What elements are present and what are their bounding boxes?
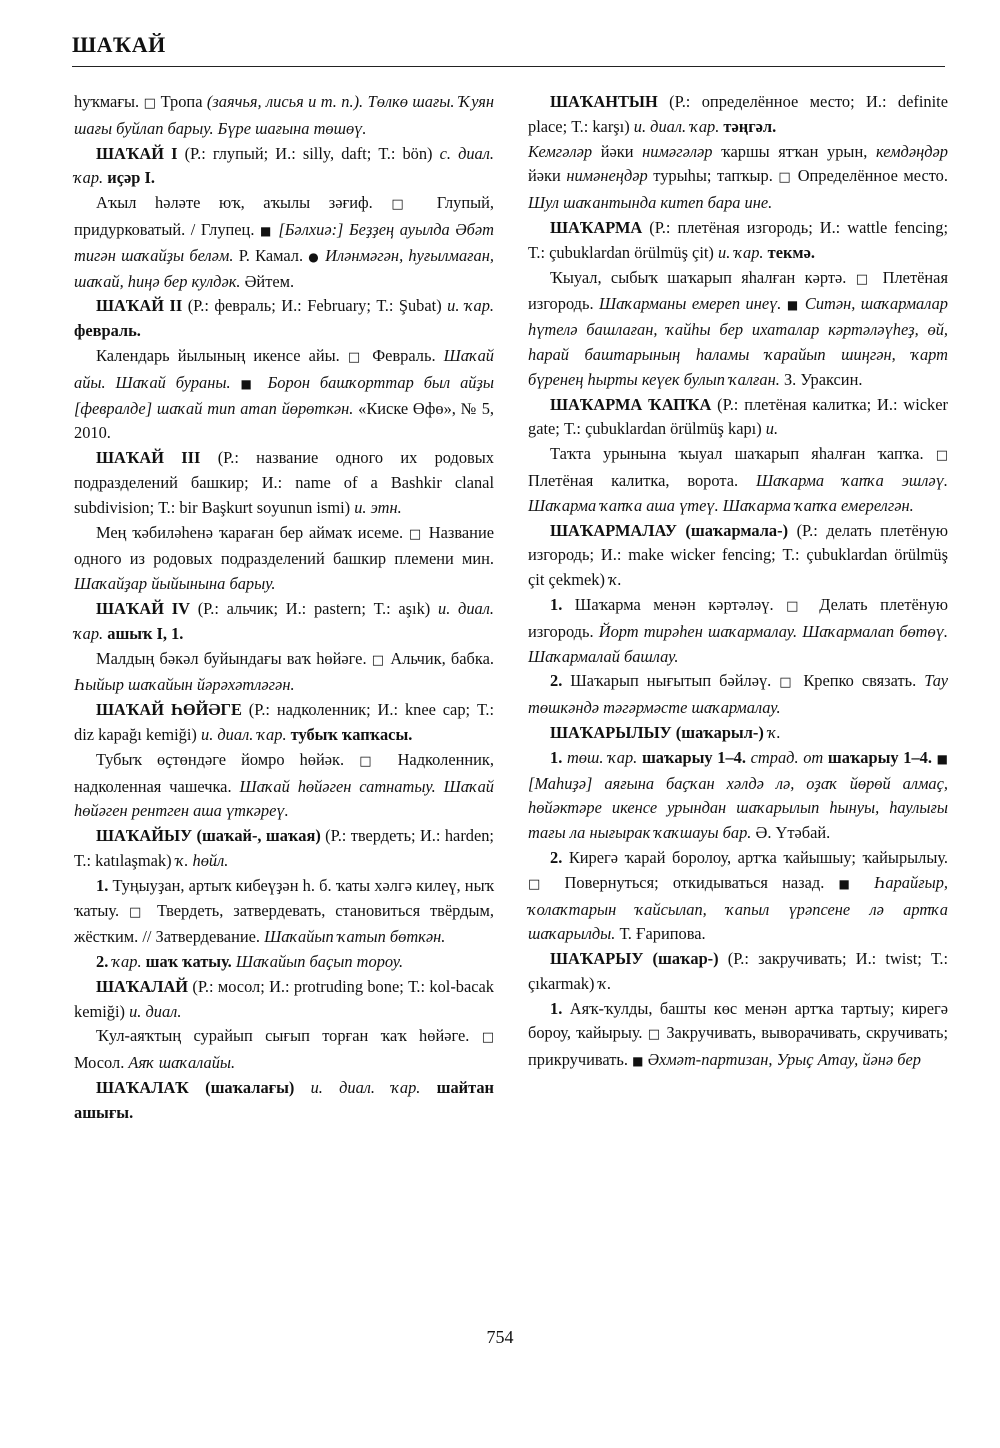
entry-paragraph: Кемгәләр йәки нимәгәләр ҡаршы ятҡан урын, кемдәңдәр йәки нимәнеңдәр турыһы; тапҡыр. □ Определённое место. Шул шаҡантында китеп бара ине. [528,141,948,213]
entry-paragraph: Аҡыл hәләте юҡ, аҡылы зәғиф. □ Глупый, придурковатый. / Глупец. ■ [Бәлхиә:] Беҙҙең ауылда Әбәт тигән шаҡайҙы беләм. Р. Камал. ● Иләнмәгән, һуғылмаған, шаҡай, һиңә бер кулдәк. Әйтем. [74,193,495,291]
entry-paragraph: Мең ҡәбиләһенә ҡараған бер аймаҡ исеме. □ Название одного из родовых подразделений башкир племени мин. Шаҡайҙар йыйынына барыу. [74,522,494,594]
dictionary-entry: ШАҠАНТЫН (Р.: определённое место; И.: definite place; Т.: karşı) и. диал. ҡар. тәңгәл. [528,92,948,136]
dictionary-entry: ШАҠАЙ III (Р.: название одного их родовых подразделений башкир; И.: name of a Bashkir clanal subdivision; Т.: bir Başkurt soyunun ismi) и. этн. [74,448,494,517]
right-column [528,90,948,1074]
running-head: ШАҠАЙ [72,32,166,57]
dictionary-entry: ШАҠАЙ IV (Р.: альчик; И.: pastern; Т.: aşık) и. диал. ҡар. ашыҡ I, 1. [74,598,494,643]
dictionary-entry: ШАҠАЛАҠ (шаҡалағы) и. диал. ҡар. шайтан ашығы. [74,1078,494,1122]
dictionary-entry: ШАҠАЙ II (Р.: февраль; И.: February; Т.: Şubat) и. ҡар. февраль. [74,296,495,341]
left-column [74,90,494,1126]
header-rule [72,66,945,67]
entry-paragraph: 2. Кирегә ҡарай боролоу, артҡа ҡайышыу; ҡайырылыу. □ Повернуться; откидываться назад. ■ Һарайғыр, ҡолаҡтарын ҡайсылап, ҡапыл үрәпсене лә артҡа шаҡарылды. Т. Ғарипова. [528,847,948,944]
dictionary-entry: ШАҠАРМАЛАУ (шаҡармала-) (Р.: делать плетёную изгородь; И.: make wicker fencing; Т.: çubuklardan örülmüş çit çekmek) ҡ. [528,520,948,590]
dictionary-entry: ШАҠАРЫЛЫУ (шаҡарыл-) ҡ. [550,722,781,742]
entry-paragraph: Тубыҡ өҫтөндәге йомро һөйәк. □ Надколенник, надколенная чашечка. Шаҡай һөйәген сатнатыу. Шаҡай һөйәген рентген аша үткәреү. [74,749,494,821]
dictionary-entry: ШАҠАЙЫУ (шаҡай-, шаҡая) (Р.: твердеть; И.: harden; Т.: katılaşmak) ҡ. һөйл. [74,826,494,870]
entry-paragraph: 1. Аяҡ-ҡулды, башты көс менән артҡа тартыу; кирегә бороу, ҡайырыу. □ Закручивать, выворачивать, скручивать; прикручивать. ■ Әхмәт-партизан, Урыҫ Атау, йәнә бер [528,998,948,1070]
entry-paragraph: 1. Туңыуҙан, артыҡ кибеүҙән һ. б. ҡаты хәлгә килеү, ныҡ ҡатыу. □ Твердеть, затвердевать, становиться твёрдым, жёстким. // Затвердевание. Шаҡайып ҡатып бөткән. [74,875,494,947]
entry-paragraph: Календарь йылының икенсе айы. □ Февраль. Шаҡай айы. Шаҡай бураны. ■ Борон башҡорттар был айҙы [февралде] шаҡай тип атап йөрөткән. «Киске Өфө», № 5, 2010. [74,345,494,443]
entry-paragraph: 2. ҡар. шаҡ ҡатыу. Шаҡайып баҫып тороу. [96,952,404,972]
entry-paragraph: 1. төш. ҡар. шаҡарыу 1–4. страд. от шаҡарыу 1–4. ■ [Маһиҙә] аяғына баҫҡан хәлдә лә, оҙаҡ йөрөй алмаҫ, һөйәктәре икенсе урындан шаҡарылып һынуы, һаулығы тағы ла нығырак ҡаҡшауы бар. Ә. Үтәбай. [528,747,948,843]
page-number: 754 [486,1327,514,1347]
entry-paragraph: Ҡыуал, сыбыҡ шаҡарып яһалған кәртә. □ Плетёная изгородь. Шаҡарманы емереп инеү. ■ Ситән, шаҡармалар һүтелә башлаған, ҡайһы бер ихаталар кәртәләүһеҙ, өй, һарай баштарының һаламы ҡарайып шиңгән, ҡарт бүренең һырты кеүек булып ҡалған. З. Ураксин. [528,267,948,389]
dictionary-entry: ШАҠАРМА ҠАПҠА (Р.: плетёная калитка; И.: wicker gate; Т.: çubuklardan örülmüş kapı) и. [528,394,948,439]
entry-paragraph: Малдың бәкәл буйындағы ваҡ һөйәге. □ Альчик, бабка. Һыйыр шаҡайын йәрәхәтләгән. [74,648,494,695]
dictionary-entry: ШАҠАРМА (Р.: плетёная изгородь; И.: wattle fencing; Т.: çubuklardan örülmüş çit) и. ҡар. текмә. [528,217,948,262]
dictionary-entry: ШАҠАЛАЙ (Р.: мосол; И.: protruding bone; Т.: kol-bacak kemiği) и. диал. [74,976,494,1021]
entry-paragraph: hуҡмағы. □ Тропа (заячья, лисья и т. п.). Төлкө шағы. Ҡуян шағы буйлап барыу. Бүре шағына төшөү. [74,92,494,138]
entry-paragraph: Таҡта урынына ҡыуал шаҡарып яһалған ҡапҡа. □ Плетёная калитка, ворота. Шаҡарма ҡапҡа эшләү. Шаҡарма ҡапҡа аша үтеү. Шаҡарма ҡапҡа емерелгән. [528,444,948,515]
dictionary-entry: ШАҠАЙ ҺӨЙӘГЕ (Р.: надколенник; И.: knee cap; Т.: diz kapağı kemiği) и. диал. ҡар. тубыҡ ҡапҡасы. [74,700,494,744]
dictionary-entry: ШАҠАРЫУ (шаҡар-) (Р.: закручивать; И.: twist; Т.: çıkarmak) ҡ. [528,949,948,993]
entry-paragraph: 2. Шаҡарып нығытып бәйләү. □ Крепко связать. Тау төшкәндә тәгәрмәсте шаҡармалау. [528,671,948,718]
entry-paragraph: 1. Шаҡарма менән кәртәләү. □ Делать плетёную изгородь. Йорт тирәһен шаҡармалау. Шаҡармалап бөтөү. Шаҡармалай башлау. [528,594,948,666]
entry-paragraph: Ҡул-аяҡтың сурайып сығып торған ҡаҡ һөйәге. □ Мосол. Аяҡ шаҡалайы. [74,1026,494,1073]
dictionary-entry: ШАҠАЙ I (Р.: глупый; И.: silly, daft; Т.: bön) с. диал. ҡар. иҫәр I. [74,143,494,188]
